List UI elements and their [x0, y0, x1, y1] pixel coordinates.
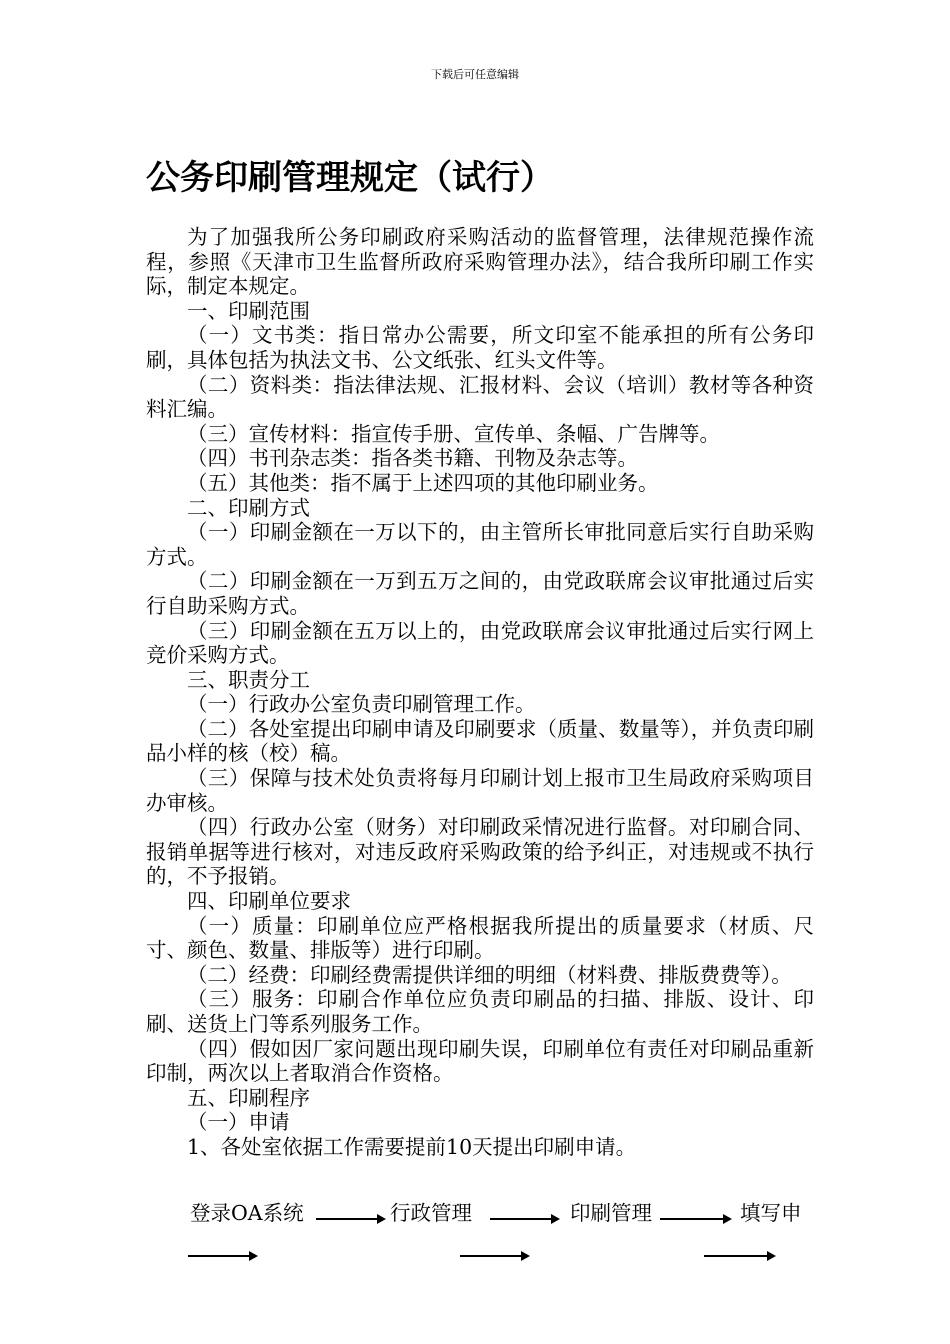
- paragraph: （四）行政办公室（财务）对印刷政采情况进行监督。对印刷合同、报销单据等进行核对，对违反政府采购政策的给予纠正，对违规或不执行的，不予报销。: [146, 815, 814, 889]
- paragraph: （一）申请: [187, 1110, 290, 1135]
- flow-step-login-oa: 登录OA系统: [190, 1201, 304, 1225]
- paragraph: 为了加强我所公务印刷政府采购活动的监督管理，法律规范操作流程，参照《天津市卫生监督所政府采购管理办法》，结合我所印刷工作实际，制定本规定。: [146, 225, 814, 299]
- process-flow: [146, 1196, 814, 1226]
- flow-arrow: [704, 1255, 774, 1257]
- flow-arrow: [660, 1218, 730, 1220]
- paragraph: （四）书刊杂志类：指各类书籍、刊物及杂志等。: [187, 446, 638, 471]
- flow-arrow: [188, 1255, 256, 1257]
- section-heading: 一、印刷范围: [187, 298, 310, 323]
- paragraph: （三）宣传材料：指宣传手册、宣传单、条幅、广告牌等。: [187, 421, 720, 446]
- document-title: 公务印刷管理规定（试行）: [146, 158, 554, 198]
- paragraph: （五）其他类：指不属于上述四项的其他印刷业务。: [187, 470, 659, 495]
- flow-arrow: [460, 1255, 528, 1257]
- paragraph: （三）印刷金额在五万以上的，由党政联席会议审批通过后实行网上竞价采购方式。: [146, 618, 814, 668]
- paragraph: （二）经费：印刷经费需提供详细的明细（材料费、排版费费等）。: [187, 962, 792, 987]
- paragraph: （二）各处室提出印刷申请及印刷要求（质量、数量等），并负责印刷品小样的核（校）稿。: [146, 716, 814, 766]
- paragraph: （一）文书类：指日常办公需要，所文印室不能承担的所有公务印刷，具体包括为执法文书、公文纸张、红头文件等。: [146, 323, 814, 372]
- paragraph: （四）假如因厂家问题出现印刷失误，印刷单位有责任对印刷品重新印制，两次以上者取消合作资格。: [146, 1036, 814, 1086]
- paragraph: （二）印刷金额在一万到五万之间的，由党政联席会议审批通过后实行自助采购方式。: [146, 569, 814, 618]
- section-heading: 三、职责分工: [187, 667, 310, 692]
- paragraph: （三）保障与技术处负责将每月印刷计划上报市卫生局政府采购项目办审核。: [146, 766, 814, 815]
- flow-step-print-mgmt: 印刷管理: [570, 1201, 652, 1225]
- paragraph: （一）印刷金额在一万以下的，由主管所长审批同意后实行自助采购方式。: [146, 520, 814, 569]
- flow-step-fill-application: 填写申: [740, 1201, 802, 1225]
- section-heading: 五、印刷程序: [187, 1085, 310, 1110]
- paragraph: 1、各处室依据工作需要提前10天提出印刷申请。: [187, 1134, 637, 1159]
- document-body: [146, 225, 814, 1160]
- paragraph: （三）服务：印刷合作单位应负责印刷品的扫描、排版、设计、印刷、送货上门等系列服务工作。: [146, 987, 814, 1036]
- page-header-note: 下载后可任意编辑: [431, 68, 519, 81]
- paragraph: （一）行政办公室负责印刷管理工作。: [187, 692, 536, 717]
- flow-arrow: [316, 1218, 384, 1220]
- paragraph: （一）质量：印刷单位应严格根据我所提出的质量要求（材质、尺寸、颜色、数量、排版等）进行印刷。: [146, 913, 814, 963]
- paragraph: （二）资料类：指法律法规、汇报材料、会议（培训）教材等各种资料汇编。: [146, 372, 814, 422]
- section-heading: 二、印刷方式: [187, 495, 310, 520]
- flow-arrow: [490, 1218, 558, 1220]
- section-heading: 四、印刷单位要求: [187, 889, 351, 914]
- flow-step-admin-mgmt: 行政管理: [390, 1201, 472, 1225]
